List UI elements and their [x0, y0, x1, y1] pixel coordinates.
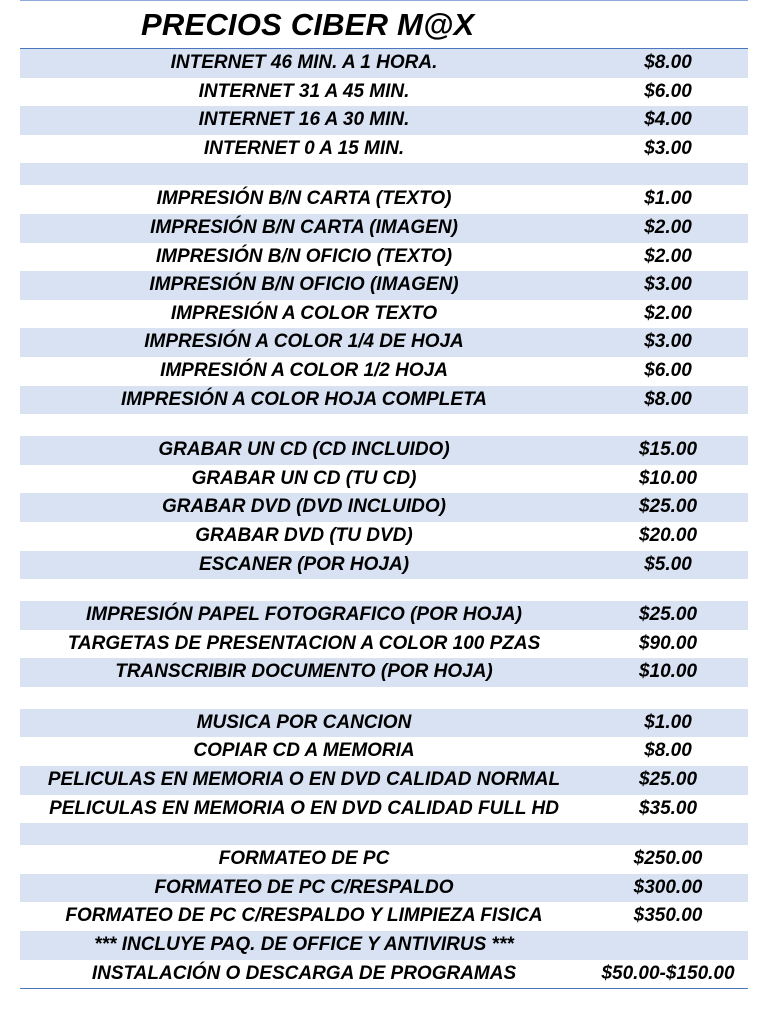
service-price: $25.00 [638, 769, 698, 791]
title-row [20, 1, 748, 49]
spacer-row [20, 579, 748, 601]
service-price: $8.00 [644, 388, 692, 410]
service-name: PELICULAS EN MEMORIA O EN DVD CALIDAD FULL HD [49, 797, 559, 819]
service-price: $2.00 [644, 245, 692, 267]
service-price: $2.00 [644, 302, 692, 324]
service-price: $10.00 [638, 467, 698, 489]
service-price: $25.00 [638, 496, 698, 518]
service-name: TARGETAS DE PRESENTACION A COLOR 100 PZAS [67, 632, 541, 654]
service-name: IMPRESIÓN B/N OFICIO (IMAGEN) [149, 274, 459, 296]
price-row [20, 795, 748, 824]
price-row [20, 766, 748, 795]
price-row [20, 135, 748, 164]
service-name: IMPRESIÓN B/N OFICIO (TEXTO) [155, 245, 453, 267]
service-price: $6.00 [644, 359, 692, 381]
spacer-row [20, 163, 748, 185]
price-row [20, 493, 748, 522]
price-row [20, 709, 748, 738]
price-row [20, 357, 748, 386]
price-row [20, 960, 748, 990]
price-row [20, 185, 748, 214]
spacer-row [20, 687, 748, 709]
service-price: $2.00 [644, 216, 692, 238]
service-name: IMPRESIÓN B/N CARTA (IMAGEN) [150, 216, 458, 238]
service-price: $300.00 [633, 876, 703, 898]
service-name: IMPRESIÓN B/N CARTA (TEXTO) [156, 188, 452, 210]
service-name: IMPRESIÓN A COLOR TEXTO [170, 302, 438, 324]
price-row [20, 874, 748, 903]
price-table [20, 49, 748, 989]
service-price: $10.00 [638, 661, 698, 683]
service-price: $8.00 [644, 52, 692, 73]
service-name: FORMATEO DE PC C/RESPALDO Y LIMPIEZA FISICA [65, 905, 543, 927]
service-name: GRABAR DVD (DVD INCLUIDO) [162, 496, 446, 518]
service-name: INTERNET 31 A 45 MIN. [198, 80, 410, 102]
service-name: IMPRESIÓN A COLOR HOJA COMPLETA [121, 388, 487, 410]
price-row [20, 106, 748, 135]
spacer-row [20, 414, 748, 436]
price-row [20, 78, 748, 107]
price-row [20, 601, 748, 630]
service-price: $20.00 [638, 524, 698, 546]
service-price: $35.00 [638, 797, 698, 819]
service-name: FORMATEO DE PC [218, 848, 390, 870]
page-title: PRECIOS CIBER M@X [141, 7, 475, 42]
price-row [20, 737, 748, 766]
service-price: $4.00 [644, 109, 692, 131]
price-row [20, 271, 748, 300]
service-name: IMPRESIÓN A COLOR 1/2 HOJA [160, 359, 448, 381]
price-row [20, 902, 748, 931]
price-row [20, 630, 748, 659]
service-name: GRABAR UN CD (CD INCLUIDO) [158, 439, 450, 461]
service-name: INTERNET 0 A 15 MIN. [203, 137, 405, 159]
service-name: ESCANER (POR HOJA) [198, 553, 410, 575]
price-row [20, 436, 748, 465]
price-row [20, 658, 748, 687]
service-price: $25.00 [638, 604, 698, 626]
service-price: $1.00 [644, 188, 692, 210]
service-price: $1.00 [644, 711, 692, 733]
price-row [20, 386, 748, 415]
price-row [20, 931, 748, 960]
price-row [20, 328, 748, 357]
service-price: $3.00 [644, 331, 692, 353]
price-row [20, 214, 748, 243]
service-name: *** INCLUYE PAQ. DE OFFICE Y ANTIVIRUS *** [94, 934, 514, 956]
service-price: $350.00 [633, 905, 703, 927]
price-row [20, 551, 748, 580]
service-price: $250.00 [633, 848, 703, 870]
service-price: $50.00-$150.00 [601, 962, 735, 984]
service-price: $8.00 [644, 740, 692, 762]
price-row [20, 300, 748, 329]
service-price: $5.00 [644, 553, 692, 575]
service-price: $90.00 [638, 632, 698, 654]
service-name: GRABAR UN CD (TU CD) [191, 467, 417, 489]
service-name: IMPRESIÓN PAPEL FOTOGRAFICO (POR HOJA) [86, 604, 522, 626]
price-row [20, 243, 748, 272]
service-name: INTERNET 46 MIN. A 1 HORA. [170, 52, 438, 73]
service-price: $3.00 [644, 274, 692, 296]
service-name: MUSICA POR CANCION [196, 711, 412, 733]
service-price: $6.00 [644, 80, 692, 102]
price-row [20, 465, 748, 494]
service-price: $3.00 [644, 137, 692, 159]
service-name: IMPRESIÓN A COLOR 1/4 DE HOJA [144, 331, 464, 353]
service-name: PELICULAS EN MEMORIA O EN DVD CALIDAD NORMAL [47, 769, 561, 791]
service-name: INSTALACIÓN O DESCARGA DE PROGRAMAS [91, 962, 517, 984]
service-name: TRANSCRIBIR DOCUMENTO (POR HOJA) [115, 661, 493, 683]
spacer-row [20, 823, 748, 845]
price-row [20, 522, 748, 551]
service-name: GRABAR DVD (TU DVD) [195, 524, 413, 546]
service-price: $15.00 [638, 439, 698, 461]
service-name: INTERNET 16 A 30 MIN. [198, 109, 410, 131]
price-row [20, 845, 748, 874]
service-name: COPIAR CD A MEMORIA [193, 740, 415, 762]
price-row [20, 49, 748, 78]
service-name: FORMATEO DE PC C/RESPALDO [154, 876, 454, 898]
